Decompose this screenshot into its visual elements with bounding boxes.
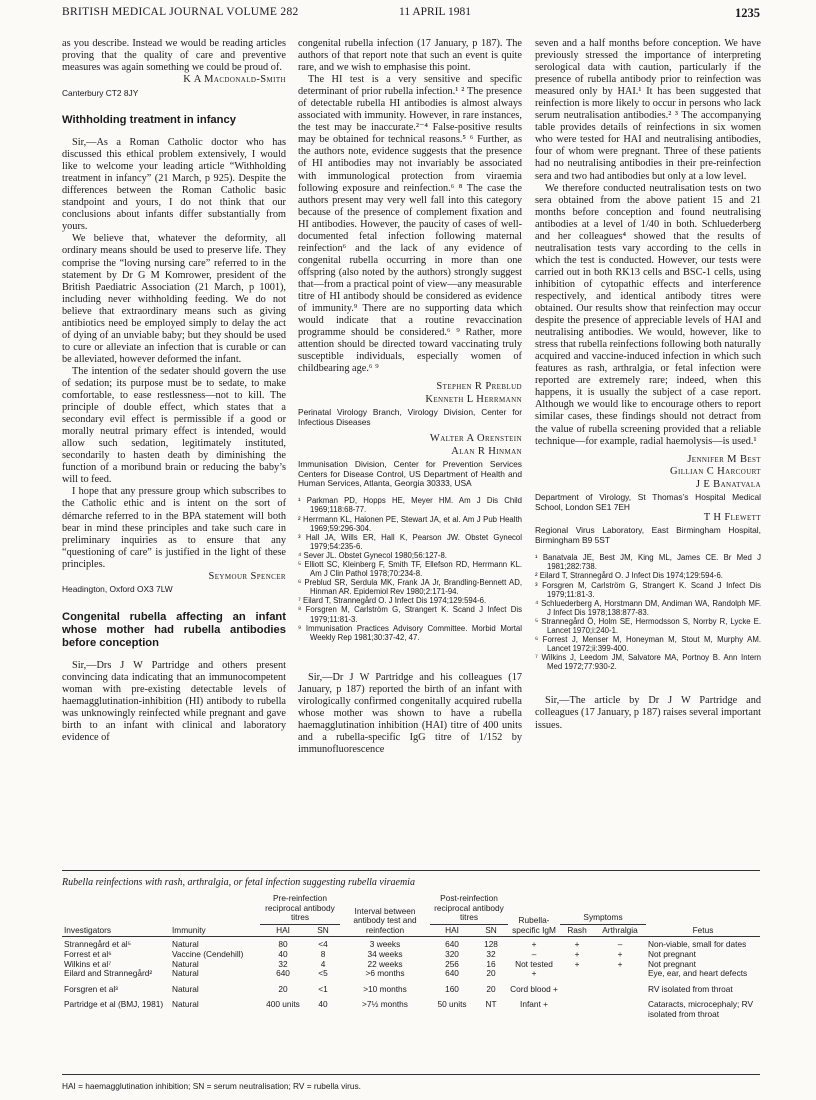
table-row [62, 969, 760, 979]
cell-fetus: Not pregnant [648, 958, 696, 969]
table-row [62, 1000, 760, 1019]
reference: ¹ Banatvala JE, Best JM, King ML, James CE. Br Med J 1981;282:738. [535, 553, 761, 572]
cell-pre-sn: <4 [318, 939, 328, 950]
reference: ³ Hall JA, Wills ER, Hall K, Pearson JW. Obstet Gynecol 1979;54:235-6. [298, 532, 522, 551]
table-footnote: HAI = haemagglutination inhibition; SN = serum neutralisation; RV = rubella virus. [62, 1081, 361, 1091]
cell-rash [560, 985, 594, 995]
cell-fetus: Non-viable, small for dates [648, 939, 747, 950]
signature: K A Macdonald-Smith [183, 74, 286, 86]
cell-post-hai: 50 units [437, 999, 467, 1010]
address: Headington, Oxford OX3 7LW [62, 584, 173, 595]
cell-pre-hai: 400 units [266, 999, 300, 1010]
paragraph: We believe that, whatever the deformity, all ordinary means should be used to preserve life. They comprise the “loving nursing care” referred to in the statement by Dr G M Komrower, president of the British Paediatric Association (21 March, p 1001), including never withholding feeding. We do not believe that extraordinary means such as giving antibiotics need be employed simply to delay the act of dying of an unviable baby; but they should be used to cure or alleviate an infection that is curable or can be alleviated, however deformed the infant. [62, 233, 286, 365]
cell-rash: + [574, 948, 580, 959]
address: Perinatal Virology Branch, Virology Division, Center for Infectious Diseases [298, 407, 522, 427]
reference: ¹ Parkman PD, Hopps HE, Meyer HM. Am J Dis Child 1969;118:68-77. [298, 496, 522, 515]
cell-post-sn: 128 [484, 939, 498, 950]
page-header [62, 6, 760, 26]
paragraph: We therefore conducted neutralisation tests on two sera obtained from the above patient 15 and 21 months before conception and found neutralising antibodies at a level of 1/40 in both. Schluederberg and her colleagues⁴ showed that the results of neutralisation tests vary according to the cells in which the test is conducted. However, our tests were carried out in both RK13 cells and BSC-1 cells, using inhibition of cytopathic effects and interference respectively, and identical antibody titres were obtained. Our results show that reinfection may occur despite the presence of appreciable levels of HAI and neutralising antibodies. We would, however, like to stress that rubella reinfections following both naturally acquired and vaccine-induced infection in which such features as rash, arthralgia, or fetal infection were reported are extremely rare; indeed, when this happens, it is usually the subject of a case report. Although we would like to encourage others to report similar cases, these findings should not detract from the value of rubella screening provided that a reliable technique—for example, radial haemolysis—is used.¹ [535, 182, 761, 447]
cell-arthralgia [594, 985, 646, 995]
reference: ³ Forsgren M, Carlström G, Strangert K. Scand J Infect Dis 1979;11:81-3. [535, 580, 761, 599]
cell-immunity: Vaccine (Cendehill) [172, 948, 244, 959]
page-number: 1235 [735, 6, 760, 20]
paragraph: congenital rubella infection (17 January, p 187). The authors of that report note that such an event is quite rare, and we wish to emphasise this point. [298, 38, 522, 74]
reference: ⁷ Wilkins J, Leedom JM, Salvatore MA, Portnoy B. Ann Intern Med 1972;77:930-2. [535, 653, 761, 672]
cell-post-hai: 256 [445, 958, 459, 969]
cell-post-hai: 640 [445, 939, 459, 950]
cell-igm: + [531, 939, 537, 950]
cell-interval: >10 months [363, 983, 407, 994]
cell-interval: >6 months [365, 968, 405, 979]
header-igm: Rubella-specific IgM [508, 893, 560, 937]
cell-post-hai: 320 [445, 948, 459, 959]
signature: T H Flewett [703, 511, 761, 523]
cell-igm: Infant + [520, 999, 548, 1010]
header-pre-titres: Pre-reinfection reciprocal antibody titres [260, 893, 340, 924]
column-1 [62, 38, 286, 744]
reference: ² Herrmann KL, Halonen PE, Stewart JA, et al. Am J Pub Health 1969;59:296-304. [298, 514, 522, 533]
cell-igm: + [531, 968, 537, 979]
reference: ⁹ Immunisation Practices Advisory Committee. Morbid Mortal Weekly Rep 1981;30:37-42, 47. [298, 623, 522, 642]
reference: ⁸ Forsgren M, Carlström G, Strangert K. Scand J Infect Dis 1979;11:81-3. [298, 605, 522, 624]
reference-list [298, 496, 522, 642]
cell-immunity: Natural [172, 968, 199, 979]
cell-investigator: Forrest et al⁶ [64, 948, 112, 959]
column-3 [535, 38, 761, 732]
cell-interval: 22 weeks [367, 958, 403, 969]
paragraph: The HI test is a very sensitive and specific determinant of prior rubella infection.¹ ² The presence of detectable rubella HI antibodies is almost always associated with immunity. However, in rare instances, the test may be inaccurate.²⁻⁴ False-positive results may be obtained for technical reasons.⁵ ⁶ Further, as the authors note, evidence suggests that the presence of HI antibodies may not invariably be associated with immunological protection from viraemia following exposure and reinfection.⁶ ⁸ The case the authors present may very well fall into this category because of the presence of complement fixation and HI antibodies. However, the paucity of cases of well-documented fetal infection following maternal reinfection⁶ and the lack of any evidence of congenital rubella occurring in more than one offspring (also noted by the authors) strongly suggest that—from a practical point of view—any measurable titre of HI antibody should be considered as evidence of immunity.⁹ There are no supporting data which would indicate that a routine revaccination programme should be considered.⁶ ⁹ Rather, more attention should be directed toward vaccinating truly susceptible individuals, especially women of childbearing age.⁶ ⁹ [298, 74, 522, 375]
signature: Gillian C Harcourt [670, 466, 761, 478]
table-bottom-rule [62, 1074, 760, 1075]
paragraph: as you describe. Instead we would be reading articles proving that the quality of care and preventive measures was again something we could be proud of. [62, 38, 286, 74]
signature: J E Banatvala [695, 478, 761, 490]
signature: Kenneth L Herrmann [425, 393, 522, 405]
cell-immunity: Natural [172, 958, 199, 969]
cell-interval: 3 weeks [369, 939, 401, 950]
cell-post-hai: 160 [445, 983, 459, 994]
reference: ² Eilard T, Strannegård O. J Infect Dis 1974;129:594-6. [535, 571, 723, 581]
cell-pre-sn: 40 [318, 999, 328, 1010]
cell-immunity: Natural [172, 983, 199, 994]
cell-investigator: Wilkins et al⁷ [64, 958, 112, 969]
cell-pre-sn: <5 [318, 968, 328, 979]
cell-immunity: Natural [172, 999, 199, 1010]
reference: ⁶ Preblud SR, Serdula MK, Frank JA Jr, Brandling-Bennett AD, Hinman AR. Epidemiol Rev 1980;2:171-94. [298, 578, 522, 597]
reference-list [535, 553, 761, 671]
paragraph: Sir,—As a Roman Catholic doctor who has discussed this ethical problem extensively, I would like to welcome your leading article “Withholding treatment in infancy” (21 March, p 925). Despite the differences between the Roman Catholic basic standpoint and yours, I do not think that our conclusions about infants differ substantially from yours. [62, 137, 286, 233]
cell-igm: – [531, 948, 537, 959]
cell-igm: Cord blood + [510, 983, 558, 994]
cell-pre-hai: 20 [278, 983, 288, 994]
cell-arthralgia [594, 969, 646, 979]
header-fetus: Fetus [646, 893, 760, 937]
cell-post-sn: 16 [486, 958, 496, 969]
cell-post-sn: NT [485, 999, 497, 1010]
cell-pre-sn: 4 [320, 958, 326, 969]
signature: Alan R Hinman [451, 445, 522, 457]
cell-rash: + [574, 939, 580, 950]
cell-pre-hai: 640 [276, 968, 290, 979]
paragraph: The intention of the sedater should govern the use of sedation; its purpose must be to sedate, to make comfortable, to ease restlessness—not to kill. The principle of double effect, which states that a secondary evil effect is permissible if a good or morally neutral primary effect is intended, would allow such sedation, legitimately instituted, secondarily to hasten death by diminishing the function of a moribund brain or reducing the baby’s will to feed. [62, 365, 286, 486]
cell-arthralgia: – [617, 939, 623, 950]
paragraph: I hope that any pressure group which subscribes to the Catholic ethic and is intent on the sort of démarche referred to in the BPA statement will both bear in mind these principles and take such care in preliminary inquiries as to ensure that any “questioning of care” is justified in the light of these principles. [62, 486, 286, 570]
paragraph: seven and a half months before conception. We have previously stressed the importance of interpreting serological data with caution, particularly if the presence of rubella antibody prior to reinfection was measured only by HAI.¹ It has been suggested that reinfection is more likely to occur in persons who lack serum neutralisation antibodies.² ³ The accompanying table provides details of reinfections in six women who were tested for HAI and neutralising antibodies, four of whom were pregnant. Three of these patients had no neutralising antibodies in their pre-reinfection sera and two had antibodies but only at a low level. [535, 38, 761, 182]
address: Regional Virus Laboratory, East Birmingham Hospital, Birmingham B9 5ST [535, 525, 761, 545]
reference: ⁶ Forrest J, Menser M, Honeyman M, Stout M, Murphy AM. Lancet 1972;ii:399-400. [535, 635, 761, 654]
cell-interval: >7½ months [362, 999, 408, 1010]
cell-arthralgia: + [617, 958, 623, 969]
cell-immunity: Natural [172, 939, 199, 950]
cell-pre-sn: 8 [320, 948, 326, 959]
column-2 [298, 38, 522, 756]
cell-rash [560, 969, 594, 979]
cell-fetus: Not pregnant [648, 948, 696, 959]
cell-igm: Not tested [515, 958, 553, 969]
header-interval: Interval between antibody test and reinfection [340, 893, 430, 937]
header-pre-hai: HAI [260, 924, 306, 937]
cell-post-sn: 32 [486, 948, 496, 959]
cell-pre-hai: 40 [278, 948, 288, 959]
header-rash: Rash [560, 924, 594, 937]
cell-fetus: Cataracts, microcephaly; RV isolated from throat [648, 999, 753, 1019]
paragraph: Sir,—Dr J W Partridge and his colleagues (17 January, p 187) reported the birth of an infant with virologically confirmed congenitally acquired rubella whose mother was shown to have a rubella haemagglutination inhibition (HAI) titre of 400 units and a rubella-specific IgG titre of 1/152 by immunofluorescence [298, 671, 522, 756]
address: Canterbury CT2 8JY [62, 87, 139, 98]
issue-date: 11 APRIL 1981 [399, 6, 471, 18]
cell-interval: 34 weeks [367, 948, 403, 959]
table-header-row [62, 893, 760, 924]
letter-heading: Congenital rubella affecting an infant whose mother had rubella antibodies before conception [62, 610, 286, 649]
cell-pre-hai: 80 [278, 939, 288, 950]
reference: ⁵ Strannegård Ö, Holm SE, Hermodsson S, Norrby R, Lycke E. Lancet 1970;i:240-1. [535, 616, 761, 635]
cell-rash: + [574, 958, 580, 969]
cell-investigator: Forsgren et al³ [64, 983, 118, 994]
cell-investigator: Partridge et al (BMJ, 1981) [64, 999, 164, 1010]
reference: ⁵ Elliott SC, Kleinberg F, Smith TF, Ellefson RD, Herrmann KL. Am J Clin Pathol 1978;70:234-8. [298, 560, 522, 579]
cell-fetus: RV isolated from throat [648, 983, 733, 994]
table-row [62, 985, 760, 995]
cell-pre-hai: 32 [278, 958, 288, 969]
header-investigators: Investigators [62, 893, 170, 937]
header-post-hai: HAI [430, 924, 474, 937]
cell-post-sn: 20 [486, 983, 496, 994]
cell-post-sn: 20 [486, 968, 496, 979]
header-immunity: Immunity [170, 893, 260, 937]
cell-fetus: Eye, ear, and heart defects [648, 968, 748, 979]
header-post-sn: SN [474, 924, 508, 937]
signature: Jennifer M Best [687, 453, 761, 465]
paragraph: Sir,—Drs J W Partridge and others present convincing data indicating that an immunocompetent woman with pre-existing detectable levels of haemagglutination-inhibition (HI) antibody to rubella was unknowingly reinfected while pregnant and gave birth to an infant with clinical and laboratory evidence of [62, 659, 286, 743]
header-symptoms: Symptoms [560, 893, 646, 924]
header-post-titres: Post-reinfection reciprocal antibody titres [430, 893, 508, 924]
header-arthralgia: Arthralgia [594, 924, 646, 937]
reference: ⁷ Eilard T, Strannegård O. J Infect Dis 1974;129:594-6. [298, 596, 487, 606]
address: Immunisation Division, Center for Prevention Services Centers for Disease Control, US Department of Health and Human Services, Atlanta, Georgia 30333, USA [298, 459, 522, 488]
cell-investigator: Eilard and Strannegård² [64, 968, 153, 979]
cell-investigator: Strannegård et al⁵ [64, 939, 132, 950]
cell-arthralgia [594, 1000, 646, 1019]
table-top-rule [62, 870, 760, 871]
cell-rash [560, 1000, 594, 1019]
reference: ⁴ Sever JL. Obstet Gynecol 1980;56:127-8. [298, 550, 447, 560]
signature: Stephen R Preblud [436, 381, 522, 393]
cell-post-hai: 640 [445, 968, 459, 979]
cell-arthralgia: + [617, 948, 623, 959]
table-caption: Rubella reinfections with rash, arthralgia, or fetal infection suggesting rubella viraemia [62, 877, 415, 888]
reference: ⁴ Schluederberg A, Horstmann DM, Andiman WA, Randolph MF. J Infect Dis 1978;138:877-83. [535, 598, 761, 617]
signature: Seymour Spencer [208, 570, 286, 582]
cell-pre-sn: <1 [318, 983, 328, 994]
paragraph: Sir,—The article by Dr J W Partridge and colleagues (17 January, p 187) raises several important issues. [535, 695, 761, 731]
header-pre-sn: SN [306, 924, 340, 937]
address: Department of Virology, St Thomas’s Hospital Medical School, London SE1 7EH [535, 492, 761, 512]
rubella-table [62, 893, 760, 1020]
signature: Walter A Orenstein [429, 433, 522, 445]
journal-title: BRITISH MEDICAL JOURNAL VOLUME 282 [62, 6, 299, 18]
letter-heading: Withholding treatment in infancy [62, 114, 236, 127]
